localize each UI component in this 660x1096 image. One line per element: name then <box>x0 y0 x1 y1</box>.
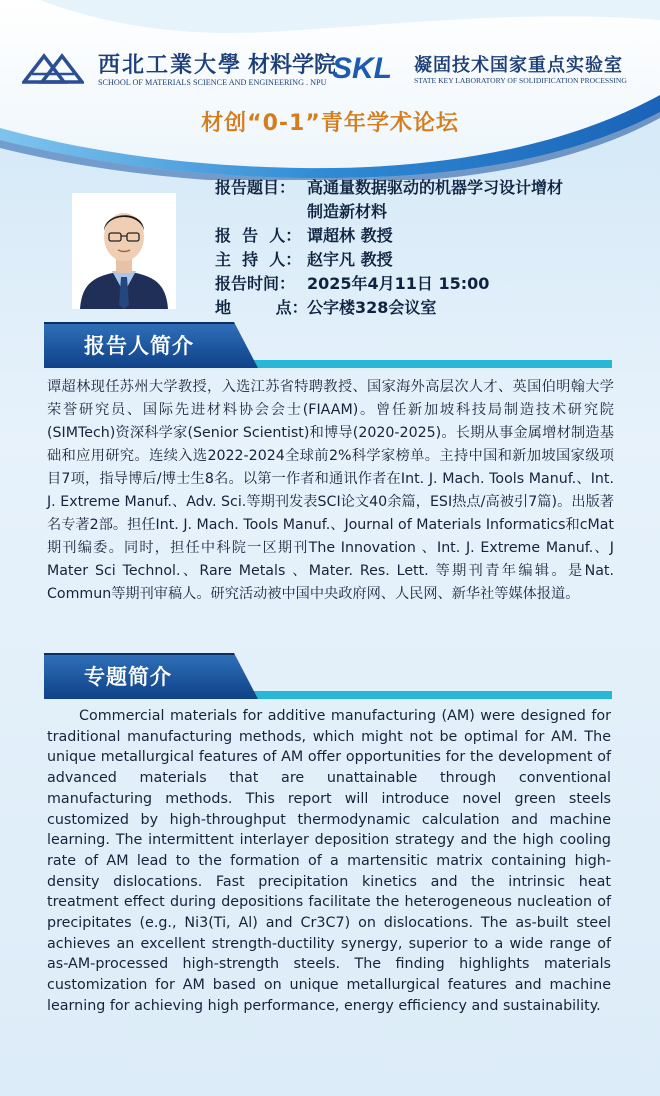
speaker-name: 谭超林 教授 <box>307 226 393 245</box>
lab-name-en: STATE KEY LABORATORY OF SOLIDIFICATION PROCESSING <box>414 76 627 85</box>
time-row <box>215 272 615 296</box>
talk-title-line2: 制造新材料 <box>307 202 388 221</box>
abstract-heading: 专题简介 <box>84 665 172 689</box>
npu-name: 西北工業大學 <box>98 52 243 78</box>
npu-emblem-icon <box>22 50 84 84</box>
speaker-row <box>215 224 615 248</box>
host-label: 主 持 人： <box>215 250 302 269</box>
talk-title-label: 报告题目： <box>215 178 296 197</box>
talk-info <box>215 176 615 320</box>
abstract-body: Commercial materials for additive manufacturing (AM) were designed for traditional manufacturing methods, which might not be optimal for AM. The unique metallurgical features of AM offer opportunities for the development of advanced materials that are unattainable through conventional manufacturing methods. This report will introduce novel green steels customized by high-throughput thermodynamic calculation and machine learning. The intermittent interlayer deposition strategy and the high cooling rate of AM lead to the formation of a martensitic matrix containing high-density dislocations. Fast precipitation kinetics and the intrinsic heat treatment effect during depositions facilitate the heterogeneous nucleation of precipitates (e.g., Ni3(Ti, Al) and Cr3C7) on dislocations. The as-built steel achieves an excellent strength-ductility synergy, superior to a wide range of as-AM-processed high-strength steels. The finding highlights materials customization for AM based on unique metallurgical features and machine learning for achieving high performance, energy efficiency and sustainability. <box>47 708 611 1014</box>
host-name: 赵宇凡 教授 <box>307 250 393 269</box>
time-label: 报告时间： <box>215 274 296 293</box>
school-name: 材料学院 <box>248 53 337 78</box>
forum-title: 材创“0-1”青年学术论坛 <box>201 111 459 136</box>
talk-time: 2025年4月11日 15:00 <box>307 274 490 293</box>
header-background <box>0 0 660 180</box>
speaker-label: 报 告 人： <box>215 226 302 245</box>
talk-title <box>307 176 615 224</box>
lab-name-cn: 凝固技术国家重点实验室 <box>414 55 623 76</box>
skl-logo-icon <box>332 52 412 82</box>
school-name-cn <box>98 48 336 79</box>
place-row <box>215 296 615 320</box>
bio-heading: 报告人简介 <box>84 334 194 358</box>
host-row <box>215 248 615 272</box>
speaker-portrait <box>72 193 176 309</box>
talk-title-row <box>215 176 615 224</box>
abstract-text <box>47 706 611 1017</box>
bio-banner-accent-bar <box>240 360 612 368</box>
school-name-en: SCHOOL OF MATERIALS SCIENCE AND ENGINEERING . NPU <box>98 78 327 87</box>
bio-section-banner <box>44 322 612 372</box>
abstract-section-banner <box>44 653 612 703</box>
place-label: 地 点： <box>215 298 308 317</box>
abstract-banner-accent-bar <box>240 691 612 699</box>
talk-place: 公字楼328会议室 <box>307 298 437 317</box>
skl-logo-text: SKL <box>332 52 392 82</box>
talk-title-line1: 高通量数据驱动的机器学习设计增材 <box>307 178 564 197</box>
speaker-bio-text: 谭超林现任苏州大学教授，入选江苏省特聘教授、国家海外高层次人才、英国伯明翰大学荣誉研究员、国际先进材料协会会士(FIAAM)。曾任新加坡科技局制造技术研究院(SIMTech)资深科学家(Senior Scientist)和博导(2020-2025)。长期从事金属增材制造基础和应用研究。连续入选2022-2024全球前2%科学家榜单。主持中国和新加坡国家级项目7项，指导博后/博士生8名。以第一作者和通讯作者在Int. J. Mach. Tools Manuf.、Int. J. Extreme Manuf.、Adv. Sci.等期刊发表SCI论文40余篇，ESI热点/高被引7篇)。出版著名专著2部。担任Int. J. Mach. Tools Manuf.、Journal of Materials Informatics和cMat期刊编委。同时，担任中科院一区期刊The Innovation 、Int. J. Extreme Manuf.、J Mater Sci Technol.、Rare Metals 、Mater. Res. Lett. 等期刊青年编辑。是Nat. Commun等期刊审稿人。研究活动被中国中央政府网、人民网、新华社等媒体报道。 <box>47 379 614 602</box>
